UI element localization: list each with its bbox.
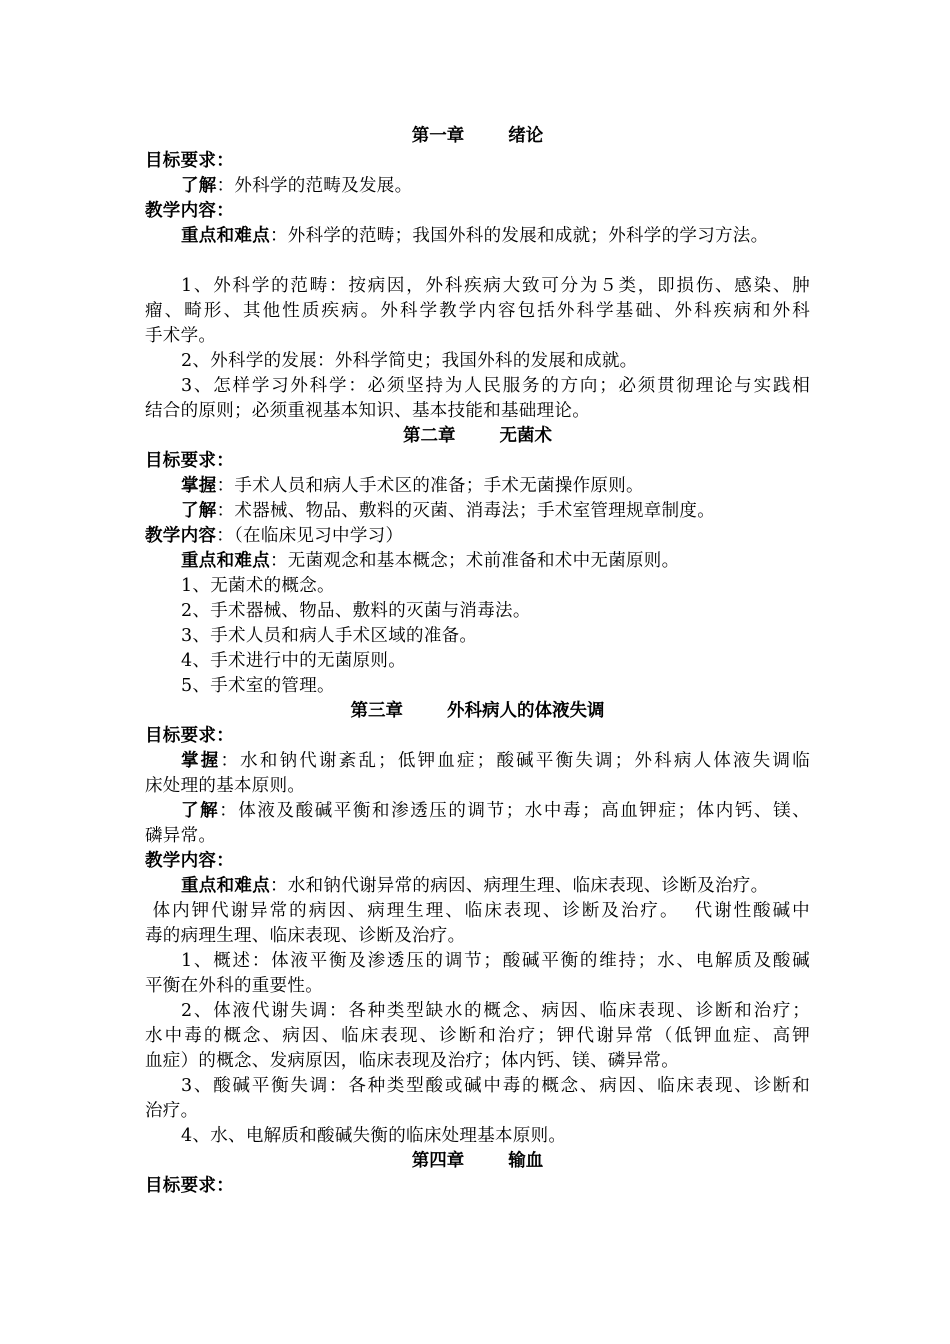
understand-label: 了解 xyxy=(181,501,217,521)
list-item: 5、手术室的管理。 xyxy=(181,676,335,696)
paragraph-line: 手术学。 xyxy=(145,326,217,346)
goal-heading: 目标要求： xyxy=(145,151,234,171)
paragraph-line: 2、体液代谢失调：各种类型缺水的概念、病因、临床表现、诊断和治疗； xyxy=(181,1001,810,1021)
list-item: 1、无菌术的概念。 xyxy=(181,576,335,596)
understand-line xyxy=(145,499,810,524)
chapter-number: 第四章 xyxy=(411,1151,465,1171)
paragraph-line: 3、怎样学习外科学：必须坚持为人民服务的方向；必须贯彻理论与实践相 xyxy=(181,376,810,396)
blank-line xyxy=(145,249,810,274)
key-points-text: ：无菌观念和基本概念；术前准备和术中无菌原则。 xyxy=(270,551,680,571)
paragraph-line: 结合的原则；必须重视基本知识、基本技能和基础理论。 xyxy=(145,401,590,421)
understand-text: ：外科学的范畴及发展。 xyxy=(216,176,413,196)
paragraph-line: 瘤、畸形、其他性质疾病。外科学教学内容包括外科学基础、外科疾病和外科 xyxy=(145,301,810,321)
paragraph-line: 体内钾代谢异常的病因、病理生理、临床表现、诊断及治疗。 代谢性酸碱中 xyxy=(145,901,810,921)
chapter-1-title xyxy=(145,124,810,149)
master-label: 掌握 xyxy=(181,751,221,771)
chapter-name: 绪论 xyxy=(508,126,544,146)
key-points-label: 重点和难点 xyxy=(181,876,270,896)
paragraph-line: 水中毒的概念、病因、临床表现、诊断和治疗；钾代谢异常（低钾血症、高钾 xyxy=(145,1026,810,1046)
paragraph-line: 磷异常。 xyxy=(145,826,217,846)
paragraph-line: 2、外科学的发展：外科学简史；我国外科的发展和成就。 xyxy=(181,351,638,371)
paragraph-line: 1、外科学的范畴：按病因，外科疾病大致可分为５类，即损伤、感染、肿 xyxy=(181,276,810,296)
paragraph-line: 毒的病理生理、临床表现、诊断及治疗。 xyxy=(145,926,466,946)
master-label: 掌握 xyxy=(181,476,217,496)
master-text: ：水和钠代谢紊乱；低钾血症；酸碱平衡失调；外科病人体液失调临 xyxy=(220,751,810,771)
key-points-text: ：水和钠代谢异常的病因、病理生理、临床表现、诊断及治疗。 xyxy=(270,876,769,896)
master-line xyxy=(145,474,810,499)
understand-text: ：体液及酸碱平衡和渗透压的调节；水中毒；高血钾症；体内钙、镁、 xyxy=(219,801,810,821)
key-points-text: ：外科学的范畴；我国外科的发展和成就；外科学的学习方法。 xyxy=(270,226,769,246)
content-line xyxy=(145,524,810,549)
key-points-line xyxy=(145,224,810,249)
paragraph-line: 治疗。 xyxy=(145,1101,199,1121)
chapter-name: 外科病人的体液失调 xyxy=(447,701,605,721)
key-points-label: 重点和难点 xyxy=(181,226,270,246)
understand-label: 了解 xyxy=(181,801,220,821)
paragraph-line: 1、概述：体液平衡及渗透压的调节；酸碱平衡的维持；水、电解质及酸碱 xyxy=(181,951,810,971)
chapter-number: 第三章 xyxy=(350,701,403,721)
chapter-number: 第二章 xyxy=(403,426,456,446)
chapter-number: 第一章 xyxy=(411,126,465,146)
master-text: ：手术人员和病人手术区的准备；手术无菌操作原则。 xyxy=(216,476,644,496)
paragraph-line: 4、水、电解质和酸碱失衡的临床处理基本原则。 xyxy=(181,1126,567,1146)
understand-text: ：术器械、物品、敷料的灭菌、消毒法；手术室管理规章制度。 xyxy=(216,501,716,521)
chapter-name: 无菌术 xyxy=(499,426,552,446)
chapter-2-title xyxy=(145,424,810,449)
chapter-4-title xyxy=(145,1149,810,1174)
understand-label: 了解 xyxy=(181,176,217,196)
list-item: 2、手术器械、物品、敷料的灭菌与消毒法。 xyxy=(181,601,531,621)
understand-line xyxy=(145,799,810,824)
key-points-label: 重点和难点 xyxy=(181,551,270,571)
content-heading: 教学内容 xyxy=(145,526,217,546)
master-line xyxy=(145,749,810,774)
document-page xyxy=(145,124,810,1199)
goal-heading: 目标要求： xyxy=(145,1176,234,1196)
content-heading: 教学内容： xyxy=(145,851,234,871)
content-heading: 教学内容： xyxy=(145,201,234,221)
key-points-line xyxy=(145,874,810,899)
list-item: 3、手术人员和病人手术区域的准备。 xyxy=(181,626,478,646)
chapter-name: 输血 xyxy=(508,1151,544,1171)
key-points-line xyxy=(145,549,810,574)
paragraph-line: 3、酸碱平衡失调：各种类型酸或碱中毒的概念、病因、临床表现、诊断和 xyxy=(181,1076,810,1096)
goal-heading: 目标要求： xyxy=(145,726,234,746)
goal-heading: 目标要求： xyxy=(145,451,234,471)
understand-line xyxy=(145,174,810,199)
list-item: 4、手术进行中的无菌原则。 xyxy=(181,651,407,671)
paragraph-line: 平衡在外科的重要性。 xyxy=(145,976,323,996)
paragraph-line: 床处理的基本原则。 xyxy=(145,776,306,796)
chapter-3-title xyxy=(145,699,810,724)
content-note: ：（在临床见习中学习） xyxy=(216,526,404,546)
paragraph-line: 血症）的概念、发病原因，临床表现及治疗；体内钙、镁、磷异常。 xyxy=(145,1051,679,1071)
